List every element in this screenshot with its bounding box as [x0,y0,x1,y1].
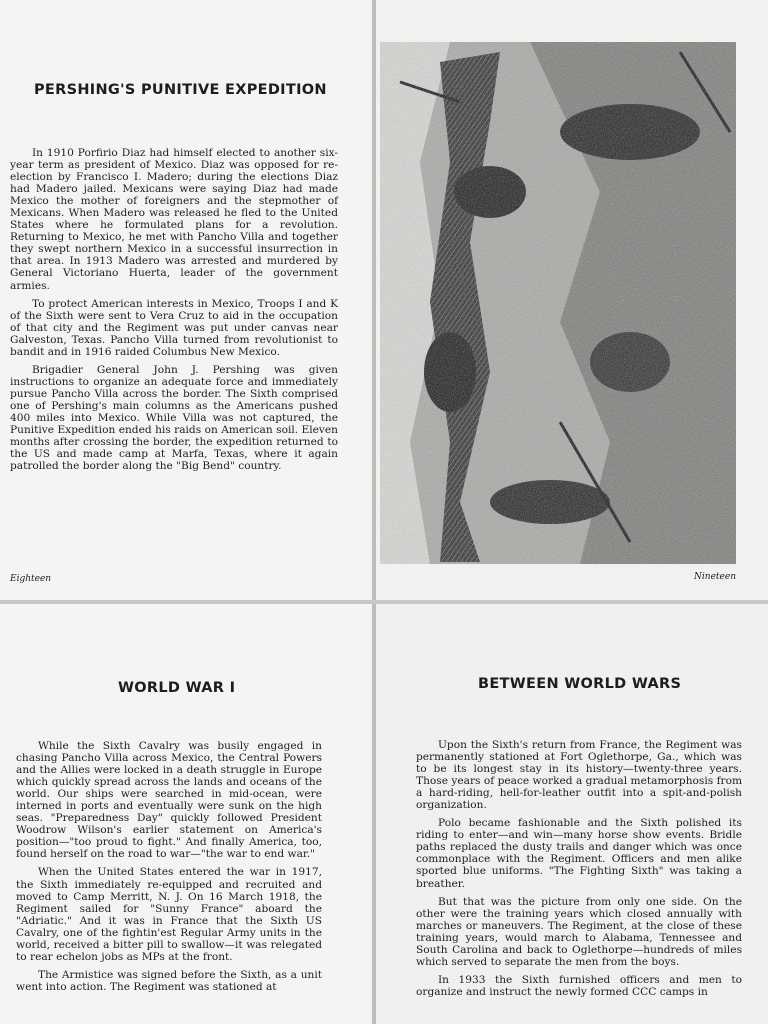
page-twenty [0,604,372,1024]
body-text [10,147,338,478]
page-twenty-one [376,604,768,1024]
scan-divider [0,600,768,604]
paragraph: Brigadier General John J. Pershing was given instructions to organize an adequate force and immediately pursue Pancho Villa across the border. The Sixth comprised one of Pershing's main columns as the Americans pushed 400 miles into Mexico. While Villa was not captured, the Punitive Expedition ended his raids on American soil. Eleven months after crossing the border, the expedition returned to the US and made camp at Marfa, Texas, where it again patrolled the border along the "Big Bend" country. [10,363,338,473]
paragraph: To protect American interests in Mexico, Troops I and K of the Sixth were sent to Vera Cruz to aid in the occupation of that city and the Regiment was put under canvas near Galveston, Texas. Pancho Villa turned from revolutionist to bandit and in 1916 raided Columbus New Mexico. [10,297,338,358]
engraving-texture [380,42,736,564]
paragraph: While the Sixth Cavalry was busily engaged in chasing Pancho Villa across Mexico, the Central Powers and the Allies were locked in a death struggle in Europe which quickly spread across the lands and oceans of the world. Our ships were searched in mid-ocean, were interned in ports and eventually were sunk on the high seas. "Preparedness Day" quickly followed President Woodrow Wilson's earlier statement on America's position—"too proud to fight." And finally America, too, found herself on the road to war—"the war to end war." [16,740,322,861]
page-title: WORLD WAR I [118,680,236,696]
book-spine [372,0,376,1024]
cavalry-illustration [380,42,736,564]
body-text [16,740,322,999]
page-eighteen [0,0,372,600]
paragraph: Polo became fashionable and the Sixth polished its riding to enter—and win—many horse show events. Bridle paths replaced the dusty trails and danger which was once commonplace with the Regiment. Officers and men alike sported blue uniforms. "The Fighting Sixth" was taking a breather. [416,817,742,890]
paragraph: The Armistice was signed before the Sixth, as a unit went into action. The Regiment was stationed at [16,968,322,993]
paragraph: In 1933 the Sixth furnished officers and men to organize and instruct the newly formed CCC camps in [416,973,742,998]
page-number: Nineteen [694,572,736,582]
paragraph: In 1910 Porfirio Diaz had himself elected to another six-year term as president of Mexico. Diaz was opposed for re-election by Francisco I. Madero; during the elections Diaz had Madero jailed. Mexicans were saying Diaz had made Mexico the mother of foreigners and the stepmother of Mexicans. When Madero was released he fled to the United States where he formulated plans for a revolution. Returning to Mexico, he met with Pancho Villa and together they swept northern Mexico in a successful insurrection in that area. In 1913 Madero was arrested and murdered by General Victoriano Huerta, leader of the government armies. [10,147,338,292]
paragraph: When the United States entered the war in 1917, the Sixth immediately re-equipped and recruited and moved to Camp Merritt, N. J. On 16 March 1918, the Regiment sailed for "Sunny France" aboard the "Adriatic." And it was in France that the Sixth US Cavalry, one of the fightin'est Regular Army units in the world, received a bitter pill to swallow—it was relegated to rear echelon jobs as MPs at the front. [16,866,322,963]
page-nineteen [376,0,768,600]
body-text [416,739,742,1004]
page-title: PERSHING'S PUNITIVE EXPEDITION [34,82,327,98]
page-title: BETWEEN WORLD WARS [478,676,682,692]
page-number: Eighteen [10,574,52,584]
paragraph: Upon the Sixth's return from France, the Regiment was permanently stationed at Fort Oglethorpe, Ga., which was to be its longest stay in its history—twenty-three years. Those years of peace worked a gradual metamorphosis from a hard-riding, hell-for-leather outfit into a spit-and-polish organization. [416,739,742,812]
paragraph: But that was the picture from only one side. On the other were the training years which closed annually with marches or maneuvers. The Regiment, at the close of these training years, would march to Alabama, Tennessee and South Carolina and back to Oglethorpe—hundreds of miles which served to separate the men from the boys. [416,895,742,968]
